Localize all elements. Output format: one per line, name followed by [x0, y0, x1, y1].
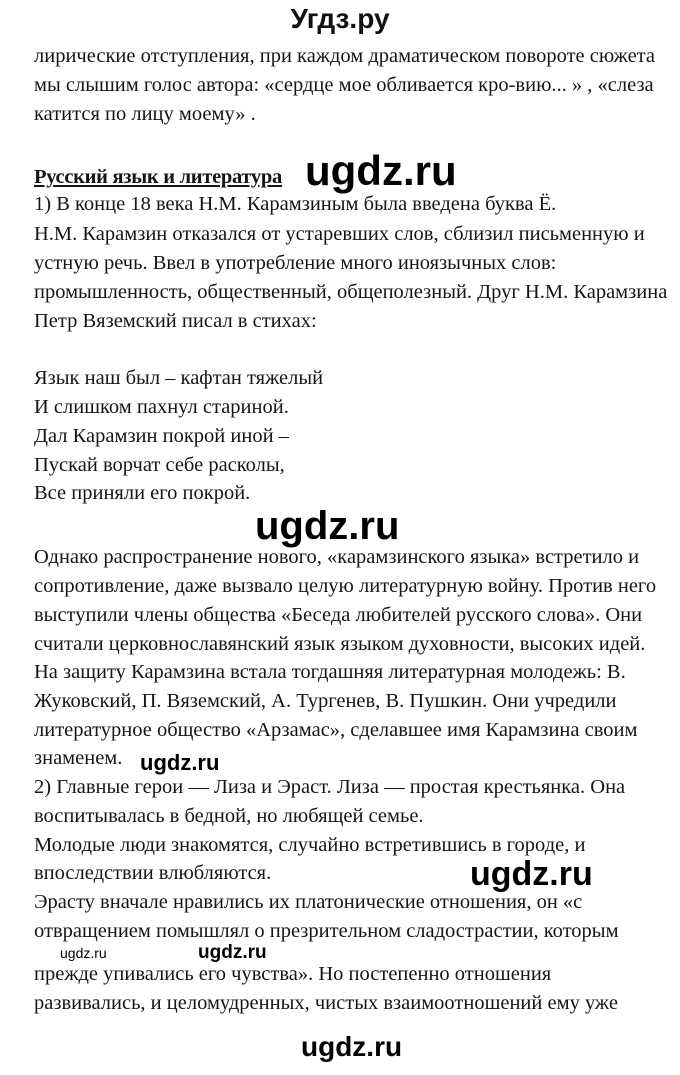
section-heading: Русский язык и литература [34, 166, 282, 188]
text-line: воспитывалась в бедной, но любящей семье. [34, 805, 424, 827]
text-line: И слишком пахнул стариной. [34, 396, 289, 418]
text-line: Язык наш был – кафтан тяжелый [34, 367, 324, 389]
text-line: Петр Вяземский писал в стихах: [34, 310, 317, 332]
site-title: Угдз.ру [290, 3, 390, 34]
text-line: катится по лицу моему» . [34, 103, 256, 125]
text-line: Дал Карамзин покрой иной – [34, 425, 289, 447]
watermark: ugdz.ru [470, 855, 593, 893]
text-line: впоследствии влюбляются. [34, 862, 272, 884]
text-line: устную речь. Ввел в употребление много иноязычных слов: [34, 252, 557, 274]
text-line: Пускай ворчат себе расколы, [34, 454, 285, 476]
text-line: промышленность, общественный, общеполезный. Друг Н.М. Карамзина [34, 281, 668, 303]
text-line: отвращением помышлял о презрительном сладострастии, которым [34, 920, 619, 942]
text-line: 1) В конце 18 века Н.М. Карамзиным была введена буква Ё. [34, 193, 557, 215]
text-line: знаменем. [34, 747, 123, 769]
watermark: ugdz.ru [60, 945, 107, 961]
watermark: ugdz.ru [305, 147, 457, 194]
watermark: ugdz.ru [301, 1031, 403, 1062]
text-line: Жуковский, П. Вяземский, А. Тургенев, В. Пушкин. Они учредили [34, 690, 617, 712]
text-line: 2) Главные герои — Лиза и Эраст. Лиза — простая крестьянка. Она [34, 776, 626, 798]
text-line: Однако распространение нового, «карамзинского языка» встретило и [34, 546, 640, 568]
text-line: Эрасту вначале нравились их платонические отношения, он «с [34, 891, 583, 913]
watermark: ugdz.ru [140, 750, 220, 775]
text-line: Н.М. Карамзин отказался от устаревших слов, сблизил письменную и [34, 223, 645, 245]
text-line: Молодые люди знакомятся, случайно встретившись в городе, и [34, 834, 586, 856]
text-line: выступили члены общества «Беседа любителей русского слова». Они [34, 604, 643, 626]
text-line: прежде упивались его чувства». Но постепенно отношения [34, 963, 552, 985]
text-line: мы слышим голос автора: «сердце мое обливается кро-вию... » , «слеза [34, 74, 654, 96]
text-line: На защиту Карамзина встала тогдашняя литературная молодежь: В. [34, 661, 626, 683]
text-line: считали церковнославянский язык языком духовности, высоких идей. [34, 633, 646, 655]
text-line: сопротивление, даже вызвало целую литературную войну. Против него [34, 575, 657, 597]
text-line: литературное общество «Арзамас», сделавшее имя Карамзина своим [34, 719, 638, 741]
watermark: ugdz.ru [255, 504, 400, 548]
text-line: лирические отступления, при каждом драматическом повороте сюжета [34, 45, 655, 67]
watermark: ugdz.ru [198, 942, 267, 963]
text-line: Все приняли его покрой. [34, 482, 251, 504]
text-line: развивались, и целомудренных, чистых взаимоотношений ему уже [34, 992, 618, 1014]
